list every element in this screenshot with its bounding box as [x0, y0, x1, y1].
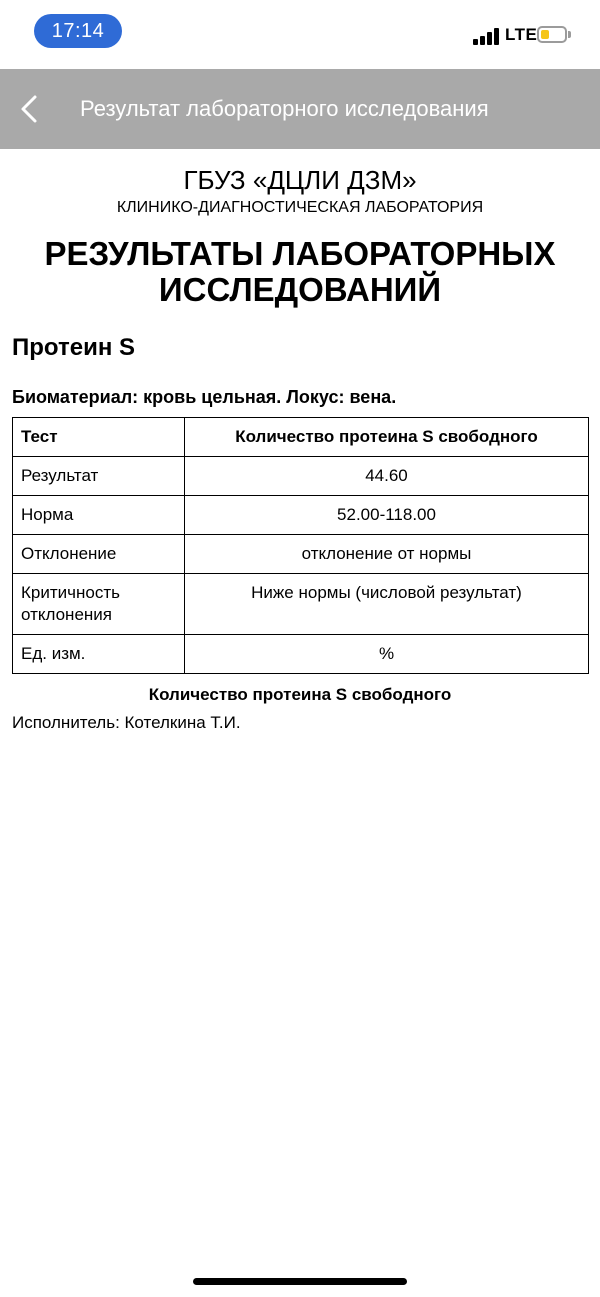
row-label: Критичность отклонения — [13, 574, 185, 635]
organization-name: ГБУЗ «ДЦЛИ ДЗМ» — [183, 165, 417, 195]
status-bar — [0, 0, 600, 66]
row-label: Ед. изм. — [13, 635, 185, 674]
header-test: Тест — [13, 418, 185, 457]
table-row — [13, 574, 589, 635]
battery-level — [541, 30, 549, 39]
nav-bar — [0, 69, 600, 149]
header-value: Количество протеина S свободного — [185, 418, 589, 457]
table-row — [13, 496, 589, 535]
row-label: Результат — [13, 457, 185, 496]
results-table — [12, 417, 589, 674]
cellular-signal-icon — [473, 27, 499, 45]
laboratory-name: КЛИНИКО-ДИАГНОСТИЧЕСКАЯ ЛАБОРАТОРИЯ — [116, 199, 484, 216]
executor-name: Исполнитель: Котелкина Т.И. — [12, 713, 241, 732]
status-time[interactable]: 17:14 — [34, 14, 122, 48]
row-value: отклонение от нормы — [185, 535, 589, 574]
chevron-left-icon — [14, 89, 48, 129]
table-caption: Количество протеина S свободного — [148, 685, 452, 704]
row-label: Норма — [13, 496, 185, 535]
back-button[interactable] — [14, 89, 48, 129]
row-label: Отклонение — [13, 535, 185, 574]
biomaterial-info: Биоматериал: кровь цельная. Локус: вена. — [12, 387, 397, 407]
table-row — [13, 635, 589, 674]
table-row — [13, 535, 589, 574]
home-indicator[interactable] — [193, 1278, 407, 1285]
test-name: Протеин S — [12, 334, 135, 361]
table-header-row — [13, 418, 589, 457]
report-title-line1: РЕЗУЛЬТАТЫ ЛАБОРАТОРНЫХ — [44, 235, 556, 272]
row-value: 44.60 — [185, 457, 589, 496]
network-type: LTE — [505, 25, 538, 44]
report-title — [12, 236, 588, 308]
report-title-line2: ИССЛЕДОВАНИЙ — [158, 271, 442, 308]
row-value: 52.00-118.00 — [185, 496, 589, 535]
battery-tip — [568, 31, 571, 38]
report-content — [12, 160, 588, 734]
battery-icon — [537, 26, 567, 43]
table-row — [13, 457, 589, 496]
nav-title: Результат лабораторного исследования — [80, 96, 489, 121]
row-value: % — [185, 635, 589, 674]
row-value: Ниже нормы (числовой результат) — [185, 574, 589, 635]
